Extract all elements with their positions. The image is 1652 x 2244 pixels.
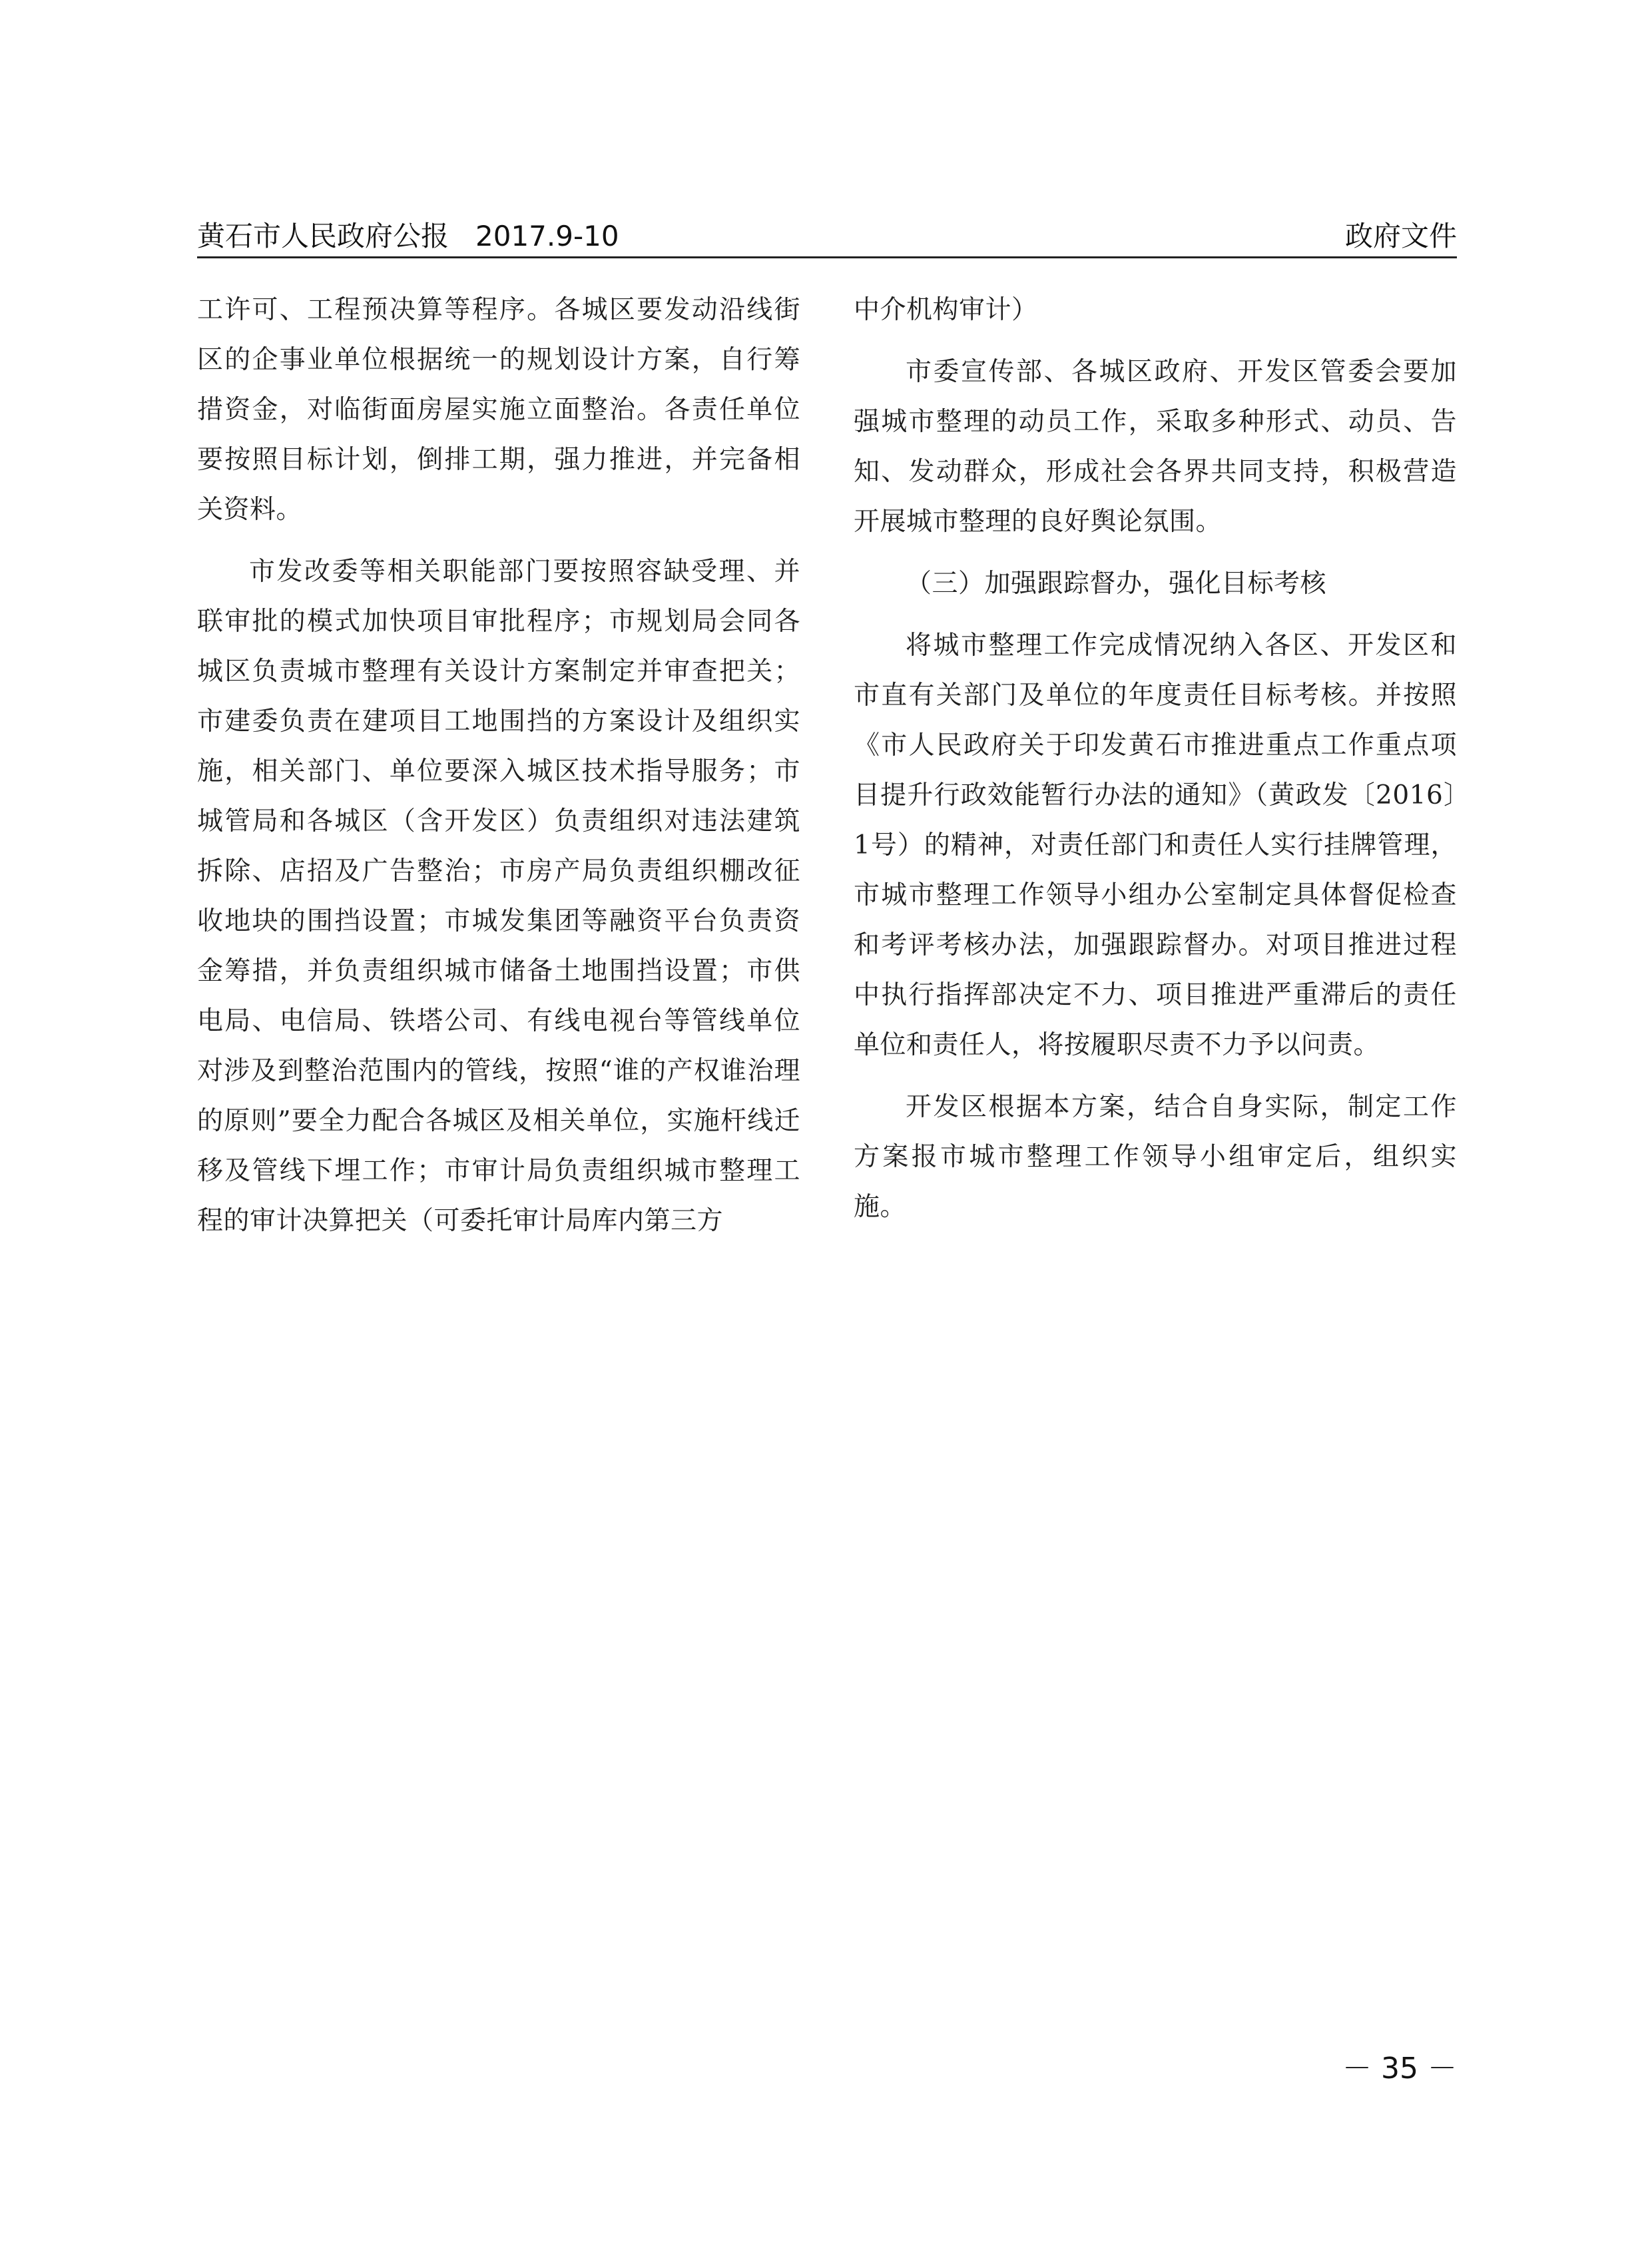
issue-number: 2017.9-10 [475,220,619,252]
section-title: 政府文件 [1344,220,1457,252]
right-paragraph-3: 将城市整理工作完成情况纳入各区、开发区和市直有关部门及单位的年度责任目标考核。并按照《市人民政府关于印发黄石市推进重点工作重点项目提升行政效能暂行办法的通知》（黄政发〔2016〕1号）的精神，对责任部门和责任人实行挂牌管理，市城市整理工作领导小组办公室制定具体督促检查和考评考核办法，加强跟踪督办。对项目推进过程中执行指挥部决定不力、项目推进严重滞后的责任单位和责任人，将按履职尽责不力予以问责。 [854,631,1457,1060]
right-paragraph-2: 市委宣传部、各城区政府、开发区管委会要加强城市整理的动员工作，采取多种形式、动员、告知、发动群众，形成社会各界共同支持，积极营造开展城市整理的良好舆论氛围。 [854,357,1457,537]
left-paragraph-1: 工许可、工程预决算等程序。各城区要发动沿线街区的企事业单位根据统一的规划设计方案，自行筹措资金，对临街面房屋实施立面整治。各责任单位要按照目标计划，倒排工期，强力推进，并完备相关资料。 [197,295,800,525]
right-paragraph-1: 中介机构审计） [854,295,1038,325]
right-column [854,285,1457,1244]
section-heading: （三）加强跟踪督办，强化目标考核 [906,569,1327,599]
header-left [197,214,646,254]
left-paragraph-2: 市发改委等相关职能部门要按照容缺受理、并联审批的模式加快项目审批程序；市规划局会同各城区负责城市整理有关设计方案制定并审查把关；市建委负责在建项目工地围挡的方案设计及组织实施，相关部门、单位要深入城区技术指导服务；市城管局和各城区（含开发区）负责组织对违法建筑拆除、店招及广告整治；市房产局负责组织棚改征收地块的围挡设置；市城发集团等融资平台负责资金筹措，并负责组织城市储备土地围挡设置；市供电局、电信局、铁塔公司、有线电视台等管线单位对涉及到整治范围内的管线，按照“谁的产权谁治理的原则”要全力配合各城区及相关单位，实施杆线迁移及管线下埋工作；市审计局负责组织城市整理工程的审计决算把关（可委托审计局库内第三方 [197,557,800,1236]
page-number: － 35 － [1342,2052,1457,2086]
running-header [197,214,1457,256]
journal-title: 黄石市人民政府公报 [197,220,449,252]
right-paragraph-4: 开发区根据本方案，结合自身实际，制定工作方案报市城市整理工作领导小组审定后，组织实施。 [854,1092,1457,1222]
header-rule [197,256,1457,258]
left-column [197,285,800,1258]
